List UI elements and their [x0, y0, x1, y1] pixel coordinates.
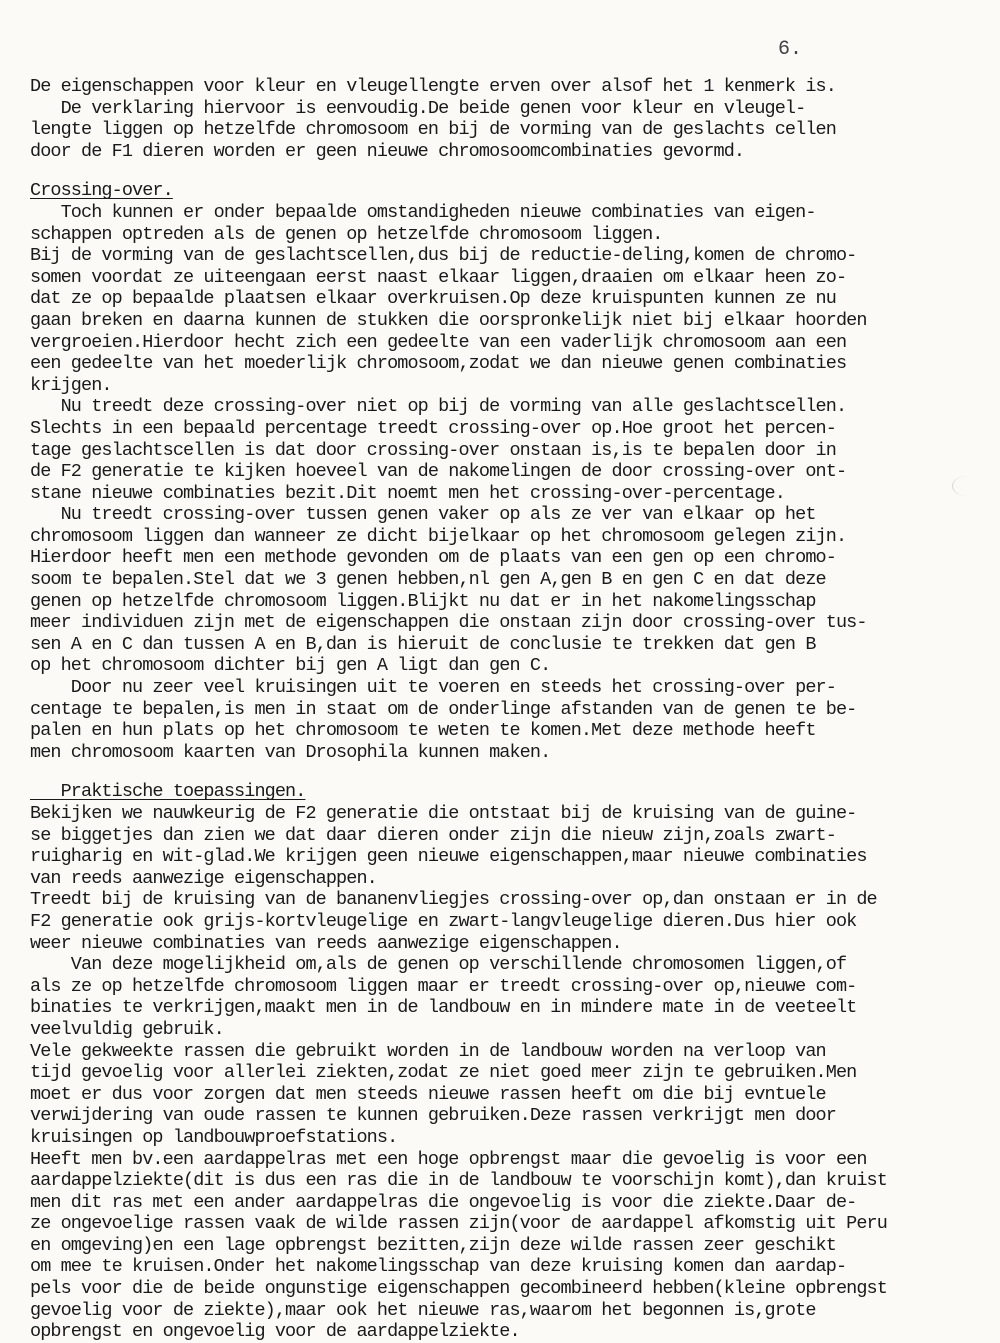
text-line: de F2 generatie te kijken hoeveel van de nakomelingen de door crossing-over ont- [30, 461, 847, 483]
text-line: krijgen. [30, 374, 112, 396]
text-line: somen voordat ze uiteengaan eerst naast elkaar liggen,draaien om elkaar heen zo- [30, 266, 847, 288]
text-line: Bekijken we nauwkeurig de F2 generatie die ontstaat bij de kruising van de guine- [30, 803, 857, 824]
text-line: Hierdoor heeft men een methode gevonden om de plaats van een gen op een chromo- [30, 547, 836, 569]
text-line: Treedt bij de kruising van de bananenvliegjes crossing-over op,dan onstaan er in de [30, 889, 877, 911]
text-line: tijd gevoelig voor allerlei ziekten,zodat ze niet goed meer zijn te gebruiken.Men [30, 1062, 857, 1084]
document-body [30, 76, 970, 1343]
text-line: De verklaring hiervoor is eenvoudig.De beide genen voor kleur en vleugel- [30, 97, 806, 119]
text-line: lengte liggen op hetzelfde chromosoom en bij de vorming van de geslachts cellen [30, 119, 836, 141]
text-line: centage te bepalen,is men in staat om de onderlinge afstanden van de genen te be- [30, 698, 857, 720]
text-line: gevoelig voor de ziekte),maar ook het nieuwe ras,waarom het begonnen is,grote [30, 1299, 816, 1321]
text-line: ruigharig en wit-glad.We krijgen geen nieuwe eigenschappen,maar nieuwe combinaties [30, 846, 867, 868]
text-line: stane nieuwe combinaties bezit.Dit noemt men het crossing-over-percentage. [30, 482, 785, 504]
text-line: F2 generatie ook grijs-kortvleugelige en zwart-langvleugelige dieren.Dus hier ook [30, 910, 857, 932]
text-line: Nu treedt crossing-over tussen genen vaker op als ze ver van elkaar op het [30, 504, 816, 526]
text-line: pels voor die de beide ongunstige eigenschappen gecombineerd hebben(kleine opbrengst [30, 1278, 887, 1300]
text-line: Toch kunnen er onder bepaalde omstandigheden nieuwe combinaties van eigen- [30, 201, 816, 223]
text-line: men dit ras met een ander aardappelras die ongevoelig is voor die ziekte.Daar de- [30, 1191, 857, 1213]
text-line: soom te bepalen.Stel dat we 3 genen hebben,nl gen A,gen B en gen C en dat deze [30, 569, 826, 591]
text-line: een gedeelte van het moederlijk chromosoom,zodat we dan nieuwe genen combinaties [30, 353, 847, 375]
text-line: door de F1 dieren worden er geen nieuwe chromosoomcombinaties gevormd. [30, 140, 745, 162]
text-line: tage geslachtscellen is dat door crossing-over onstaan is,is te bepalen door in [30, 439, 836, 461]
text-line: binaties te verkrijgen,maakt men in de landbouw en in mindere mate in de veeteelt [30, 997, 857, 1019]
text-line: Door nu zeer veel kruisingen uit te voeren en steeds het crossing-over per- [30, 677, 836, 699]
text-line: kruisingen op landbouwproefstations. [30, 1126, 398, 1148]
text-line: chromosoom liggen dan wanneer ze dicht bijelkaar op het chromosoom gelegen zijn. [30, 525, 847, 547]
text-line: om mee te kruisen.Onder het nakomelingsschap van deze kruising komen dan aardap- [30, 1256, 847, 1278]
text-line: Van deze mogelijkheid om,als de genen op verschillende chromosomen liggen,of [30, 954, 847, 976]
text-line: veelvuldig gebruik. [30, 1018, 224, 1040]
text-line: De eigenschappen voor kleur en vleugellengte erven over alsof het 1 kenmerk is. [30, 76, 836, 97]
text-line: schappen optreden als de genen op hetzelfde chromosoom liggen. [30, 223, 663, 245]
text-line: moet er dus voor zorgen dat men steeds nieuwe rassen heeft om die bij evntuele [30, 1083, 826, 1105]
text-line: men chromosoom kaarten van Drosophila kunnen maken. [30, 741, 551, 763]
text-line: ze ongevoelige rassen vaak de wilde rassen zijn(voor de aardappel afkomstig uit Peru [30, 1213, 887, 1235]
text-line: sen A en C dan tussen A en B,dan is hieruit de conclusie te trekken dat gen B [30, 633, 816, 655]
section-heading-praktische-toepassingen: Praktische toepassingen. [30, 781, 306, 803]
text-line: aardappelziekte(dit is dus een ras die in de landbouw te voorschijn komt),dan kruist [30, 1170, 887, 1192]
section-heading-crossing-over: Crossing-over. [30, 180, 173, 202]
text-line: van reeds aanwezige eigenschappen. [30, 867, 377, 889]
text-line: Heeft men bv.een aardappelras met een hoge opbrengst maar die gevoelig is voor een [30, 1148, 867, 1170]
text-line: vergroeien.Hierdoor hecht zich een gedeelte van een vaderlijk chromosoom aan een [30, 331, 847, 353]
paragraph-gap [30, 763, 970, 781]
punch-hole-mark [952, 476, 983, 496]
text-line: verwijdering van oude rassen te kunnen gebruiken.Deze rassen verkrijgt men door [30, 1105, 836, 1127]
text-line: dat ze op bepaalde plaatsen elkaar overkruisen.Op deze kruispunten kunnen ze nu [30, 288, 836, 310]
text-line: Bij de vorming van de geslachtscellen,dus bij de reductie-deling,komen de chromo- [30, 245, 857, 267]
text-line: op het chromosoom dichter bij gen A ligt dan gen C. [30, 655, 551, 677]
text-line: gaan breken en daarna kunnen de stukken die oorspronkelijk niet bij elkaar hoorden [30, 309, 867, 331]
text-line: Slechts in een bepaald percentage treedt crossing-over op.Hoe groot het percen- [30, 417, 836, 439]
text-line: Nu treedt deze crossing-over niet op bij de vorming van alle geslachtscellen. [30, 396, 847, 418]
text-line: meer individuen zijn met de eigenschappen die onstaan zijn door crossing-over tus- [30, 612, 867, 634]
paragraph-gap [30, 162, 970, 180]
text-line: Vele gekweekte rassen die gebruikt worden in de landbouw worden na verloop van [30, 1040, 826, 1062]
text-line: genen op hetzelfde chromosoom liggen.Blijkt nu dat er in het nakomelingsschap [30, 590, 816, 612]
text-line: als ze op hetzelfde chromosoom liggen maar er treedt crossing-over op,nieuwe com- [30, 975, 857, 997]
text-line: se biggetjes dan zien we dat daar dieren onder zijn die nieuw zijn,zoals zwart- [30, 824, 836, 846]
text-line: en omgeving)en een lage opbrengst bezitten,zijn deze wilde rassen zeer geschikt [30, 1234, 836, 1256]
page-number: 6. [778, 38, 803, 61]
text-line: palen en hun plats op het chromosoom te weten te komen.Met deze methode heeft [30, 720, 816, 742]
text-line: weer nieuwe combinaties van reeds aanwezige eigenschappen. [30, 932, 622, 954]
text-line: opbrengst en ongevoelig voor de aardappelziekte. [30, 1321, 520, 1343]
